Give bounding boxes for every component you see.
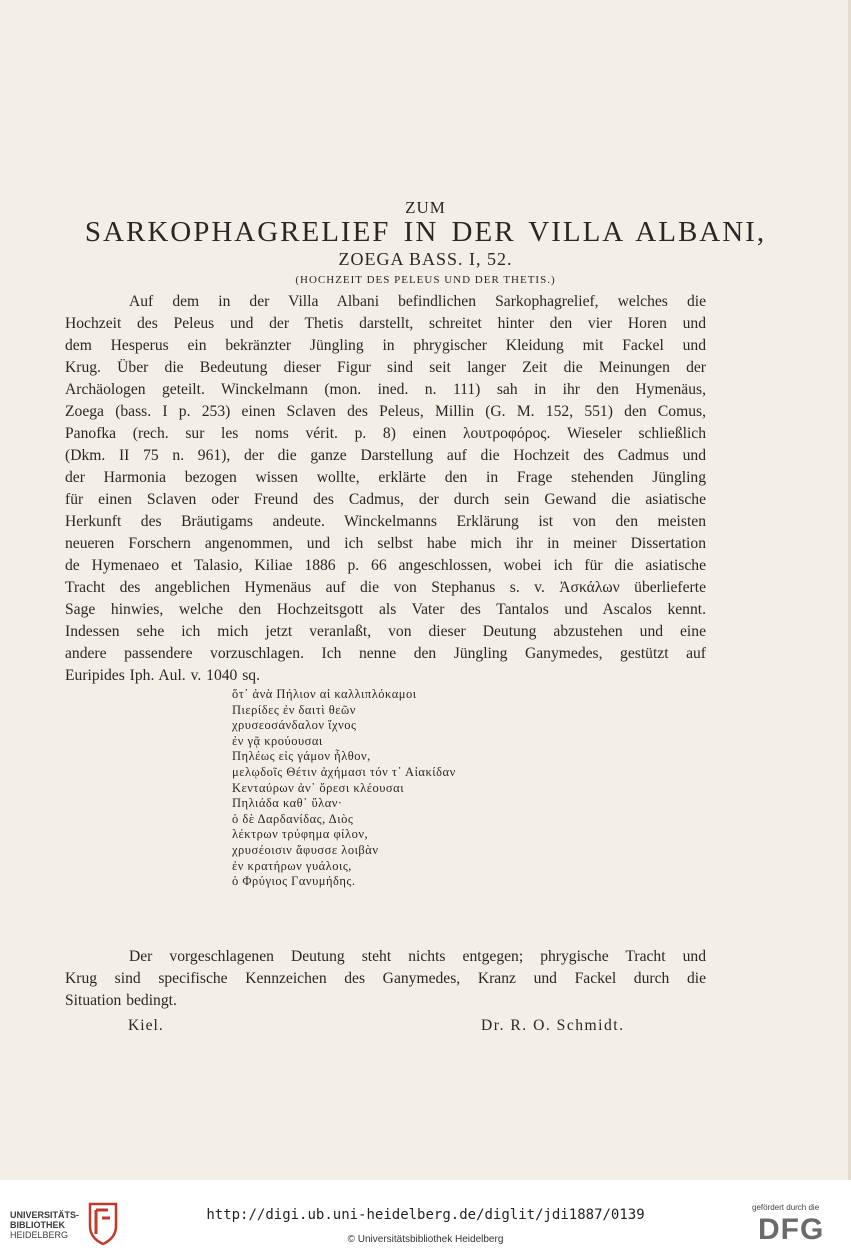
text-line: Tracht des angeblichen Hymenäus auf die von Stephanus s. v. Ἀσκάλων überlieferte bbox=[65, 579, 706, 596]
text-line: Der vorgeschlagenen Deutung steht nichts entgegen; phrygische Tracht und bbox=[129, 948, 706, 965]
text-line: de Hymenaeo et Talasio, Kiliae 1886 p. 66 angeschlossen, wobei ich für die asiatische bbox=[65, 557, 706, 574]
text-line: Krug. Über die Bedeutung dieser Figur sind seit langer Zeit die Meinungen der bbox=[65, 359, 706, 376]
paragraph-2 bbox=[65, 946, 706, 1012]
article-subtitle: (HOCHZEIT DES PELEUS UND DER THETIS.) bbox=[295, 274, 556, 286]
library-line-2: BIBLIOTHEK bbox=[10, 1220, 65, 1230]
copyright-notice: © Universitätsbibliothek Heidelberg bbox=[347, 1234, 504, 1245]
article-reference: ZOEGA BASS. I, 52. bbox=[338, 249, 513, 269]
text-line: Panofka (rech. sur les noms vérit. p. 8) einen λουτροφόρος. Wieseler schließlich bbox=[65, 425, 706, 442]
verse-line: ὁ Φρύγιος Γανυμήδης. bbox=[232, 874, 356, 889]
text-line: Krug sind specifische Kennzeichen des Ganymedes, Kranz und Fackel durch die bbox=[65, 970, 706, 987]
funding-note: gefördert durch die bbox=[752, 1203, 820, 1212]
verse-line: ὅτ᾽ ἀνὰ Πήλιον αἱ καλλιπλόκαμοι bbox=[232, 687, 417, 701]
text-line: Indessen sehe ich mich jetzt veranlaßt, von dieser Deutung abzustehen und eine bbox=[65, 623, 706, 640]
verse-line: Πηλέως εἰς γάμον ἦλθον, bbox=[232, 749, 371, 764]
verse-line: Κενταύρων ἀν᾽ ὄρεσι κλέουσαι bbox=[232, 780, 405, 795]
verse-line: Πιερίδες ἐν δαιτὶ θεῶν bbox=[232, 702, 356, 717]
verse-line: λέκτρων τρύφημα φίλον, bbox=[232, 827, 369, 842]
text-line: Archäologen geteilt. Winckelmann (mon. ined. n. 111) sah in ihr den Hymenäus, bbox=[65, 381, 706, 398]
text-line: (Dkm. II 75 n. 961), der die ganze Darstellung auf die Hochzeit des Cadmus und bbox=[65, 447, 706, 464]
library-line-3: HEIDELBERG bbox=[10, 1230, 69, 1240]
library-line-1: UNIVERSITÄTS- bbox=[10, 1210, 80, 1220]
text-line: neueren Forschern angenommen, und ich selbst habe mich ihr in meiner Dissertation bbox=[65, 535, 706, 552]
paragraph-1 bbox=[65, 291, 706, 687]
text-line: der Harmonia bezogen wissen wollte, erklärte den in Frage stehenden Jüngling bbox=[65, 469, 706, 486]
verse-line: χρυσεοσάνδαλον ἴχνος bbox=[232, 718, 357, 733]
text-line: Hochzeit des Peleus und der Thetis darstellt, schreitet hinter den vier Horen und bbox=[65, 315, 706, 332]
text-line: Zoega (bass. I p. 253) einen Sclaven des Peleus, Millin (G. M. 152, 551) den Comus, bbox=[65, 403, 706, 420]
verse-line: ἐν κρατήρων γυάλοις, bbox=[232, 858, 352, 873]
article-title: SARKOPHAGRELIEF IN DER VILLA ALBANI, bbox=[84, 216, 767, 248]
text-line: Sage hinwies, welche den Hochzeitsgott als Vater des Tantalos und Ascalos kennt. bbox=[65, 601, 706, 618]
text-line: Situation bedingt. bbox=[65, 992, 177, 1009]
dfg-logo: DFG bbox=[758, 1213, 825, 1246]
verse-line: Πηλιάδα καθ᾽ ὕλαν· bbox=[232, 796, 343, 811]
verse-line: ἐν γᾷ κρούουσαι bbox=[232, 733, 323, 748]
text-line: andere passendere vorzuschlagen. Ich nenne den Jüngling Ganymedes, gestützt auf bbox=[65, 645, 706, 662]
verse-line: ὁ δὲ Δαρδανίδας, Διὸς bbox=[232, 811, 354, 826]
verse-line: μελῳδοῖς Θέτιν ἀχήμασι τόν τ᾽ Αἰακίδαν bbox=[232, 764, 456, 779]
signature-place: Kiel. bbox=[128, 1017, 164, 1034]
source-url-link[interactable]: http://digi.ub.uni-heidelberg.de/diglit/jdi1887/0139 bbox=[206, 1207, 645, 1223]
text-line: Euripides Iph. Aul. v. 1040 sq. bbox=[65, 667, 261, 684]
text-line: dem Hesperus ein bekränzter Jüngling in phrygischer Kleidung mit Fackel und bbox=[65, 337, 706, 354]
greek-quotation bbox=[232, 687, 456, 890]
text-line: für einen Sclaven oder Freund des Cadmus, der durch sein Gewand die asiatische bbox=[65, 491, 706, 508]
text-line: Auf dem in der Villa Albani befindlichen Sarkophagrelief, welches die bbox=[129, 293, 706, 310]
text-line: Herkunft des Bräutigams andeute. Winckelmanns Erklärung ist von den meisten bbox=[65, 513, 706, 530]
heading-zum: ZUM bbox=[405, 198, 446, 217]
verse-line: χρυσέοισιν ἄφυσσε λοιβὰν bbox=[232, 842, 379, 857]
signature-author: Dr. R. O. Schmidt. bbox=[481, 1017, 625, 1034]
